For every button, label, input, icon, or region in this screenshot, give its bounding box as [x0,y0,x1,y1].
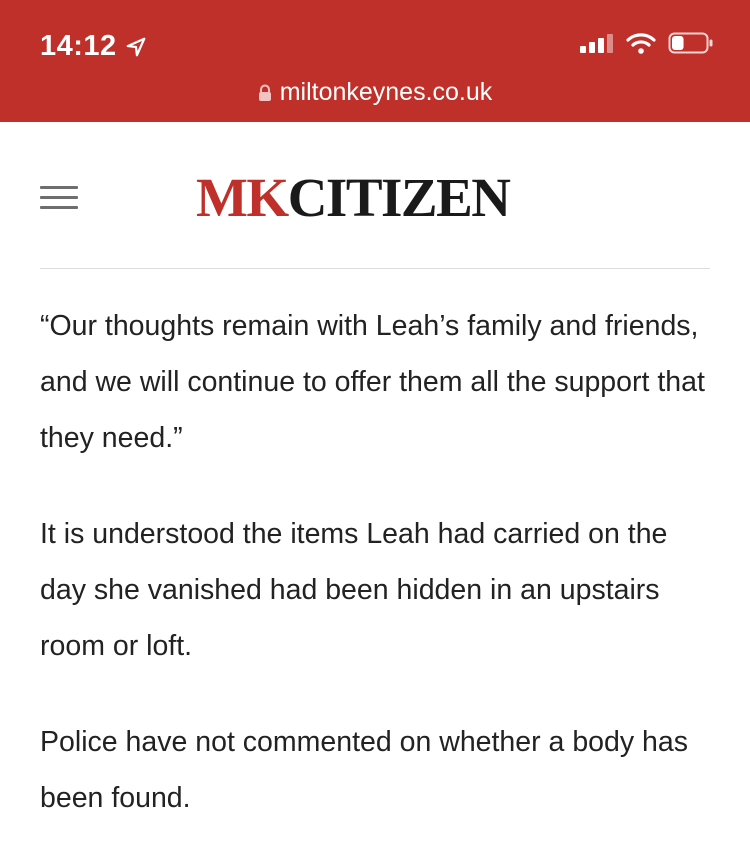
url-text: miltonkeynes.co.uk [279,78,493,106]
article-body [40,298,720,866]
battery-icon [668,32,714,54]
article-paragraph: Police have not commented on whether a body has been found. [40,726,688,814]
clock-time: 14:12 [40,30,117,62]
signal-icon [580,33,614,53]
address-bar[interactable] [0,78,750,107]
wifi-icon [626,32,656,54]
logo-mk: MK [196,167,288,228]
lock-icon [258,84,272,102]
article-paragraph: “Our thoughts remain with Leah’s family and friends, and we will continue to offer them all the support that they need.” [40,310,705,454]
hamburger-menu-icon[interactable] [40,186,78,210]
logo-citizen: CITIZEN [287,167,510,228]
site-header [0,122,750,270]
article-paragraph: It is understood the items Leah had carried on the day she vanished had been hidden in an upstairs room or loft. [40,518,668,662]
location-arrow-icon [125,36,147,58]
header-divider [40,268,710,269]
status-icons [580,32,714,54]
clock [40,30,147,63]
status-bar [0,0,750,122]
site-logo[interactable] [196,167,510,228]
